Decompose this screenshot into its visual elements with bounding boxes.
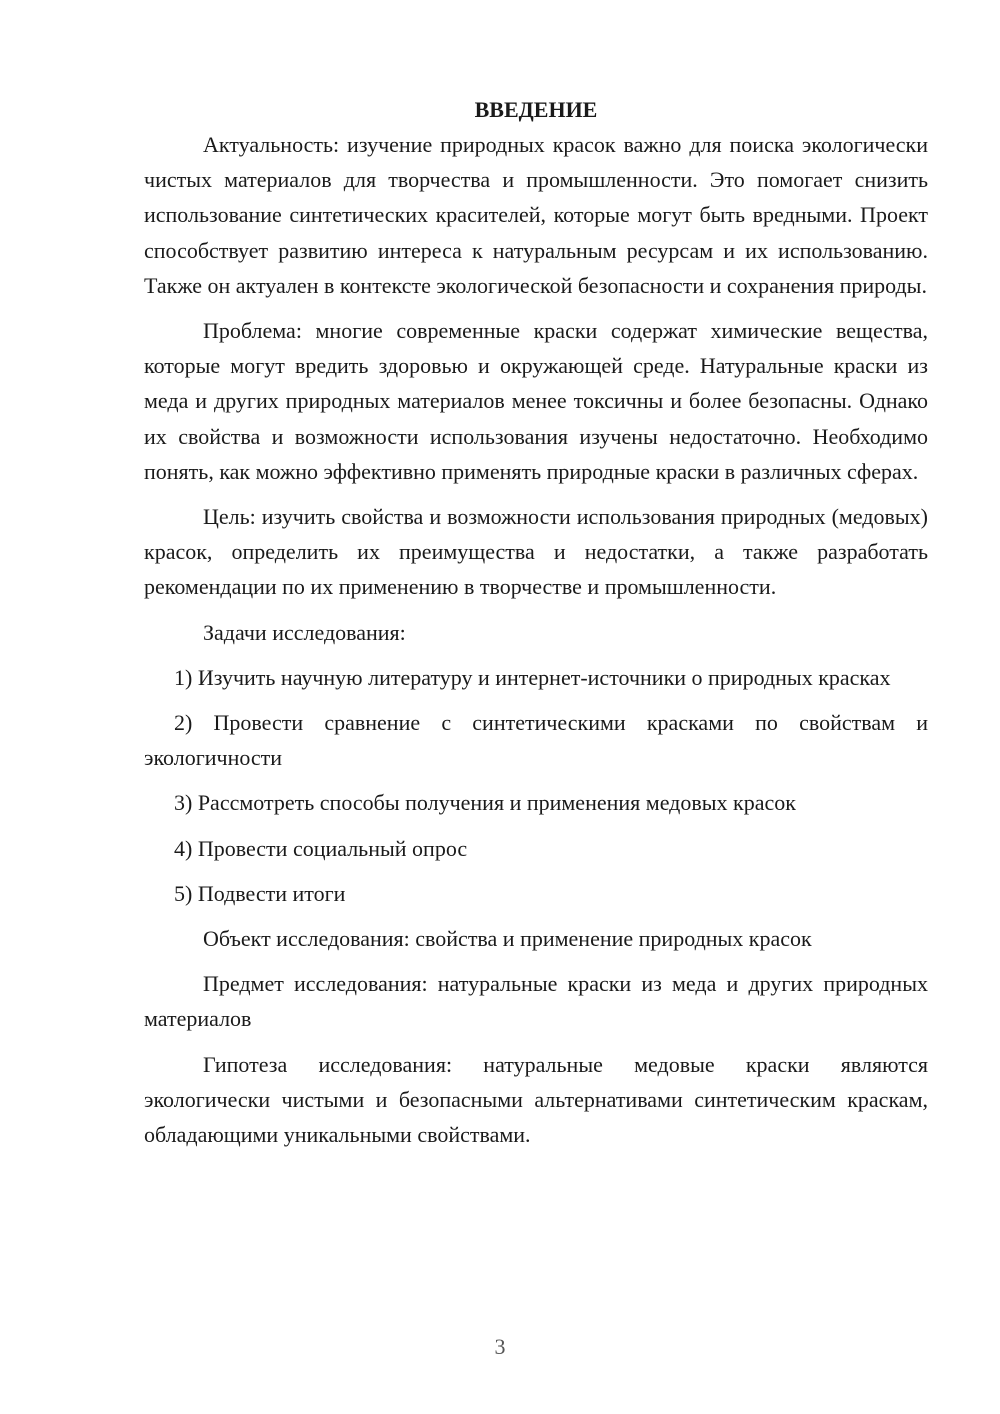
task-item-5: 5) Подвести итоги [174, 880, 346, 906]
task-item-3: 3) Рассмотреть способы получения и применения медовых красок [174, 790, 796, 816]
section-heading: ВВЕДЕНИЕ [474, 97, 598, 122]
paragraph-hypothesis: Гипотеза исследования: натуральные медовые краски являются экологически чистыми и безопасными альтернативами синтетическим краскам, обладающими уникальными свойствами. [144, 1051, 928, 1148]
task-item-1: 1) Изучить научную литературу и интернет-источники о природных красках [174, 664, 891, 690]
task-item-4: 4) Провести социальный опрос [174, 835, 468, 861]
task-item-2: 2) Провести сравнение с синтетическими красками по свойствам и экологичности [144, 710, 928, 771]
page-number: 3 [494, 1334, 506, 1359]
paragraph-object: Объект исследования: свойства и применение природных красок [203, 926, 812, 952]
paragraph-goal: Цель: изучить свойства и возможности использования природных (медовых) красок, определить их преимущества и недостатки, а также разработать рекомендации по их применению в творчестве и промышленности. [144, 504, 928, 600]
paragraph-relevance: Актуальность: изучение природных красок важно для поиска экологически чистых материалов для творчества и промышленности. Это помогает снизить использование синтетических красителей, которые могут быть вредными. Проект способствует развитию интереса к натуральным ресурсам и их использованию. Также он актуален в контексте экологической безопасности и сохранения природы. [144, 132, 928, 298]
paragraph-subject: Предмет исследования: натуральные краски из меда и других природных материалов [144, 971, 928, 1032]
paragraph-problem: Проблема: многие современные краски содержат химические вещества, которые могут вредить здоровью и окружающей среде. Натуральные краски из меда и других природных материалов менее токсичны и более безопасны. Однако их свойства и возможности использования изучены недостаточно. Необходимо понять, как можно эффективно применять природные краски в различных сферах. [144, 318, 928, 484]
document-page [144, 92, 928, 1152]
tasks-title: Задачи исследования: [203, 619, 406, 645]
